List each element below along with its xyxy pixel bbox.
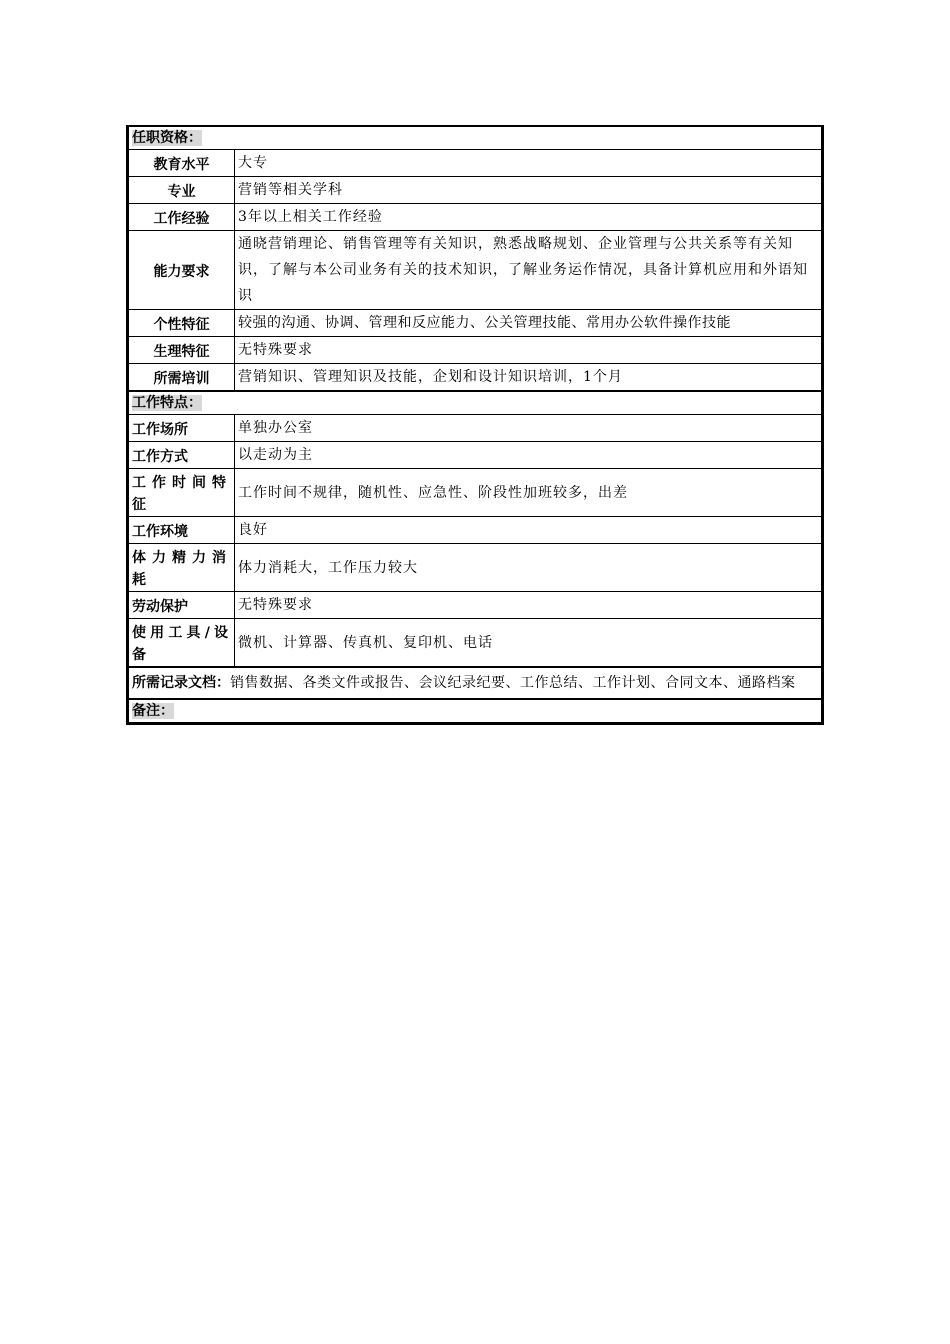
environment-label: 工作环境 <box>129 517 235 544</box>
qualification-row-personality <box>129 310 822 337</box>
major-label: 专业 <box>129 177 235 204</box>
work-row-energy <box>129 544 822 592</box>
ability-value: 通晓营销理论、销售管理等有关知识，熟悉战略规划、企业管理与公共关系等有关知识，了解与本公司业务有关的技术知识，了解业务运作情况，具备计算机应用和外语知识 <box>235 231 822 310</box>
notes-row <box>129 699 822 723</box>
energy-value: 体力消耗大，工作压力较大 <box>235 544 822 592</box>
personality-value: 较强的沟通、协调、管理和反应能力、公关管理技能、常用办公软件操作技能 <box>235 310 822 337</box>
protection-value: 无特殊要求 <box>235 592 822 619</box>
location-label: 工作场所 <box>129 415 235 442</box>
work-header-label: 工作特点： <box>132 395 202 411</box>
work-section-header <box>129 391 822 415</box>
personality-label: 个性特征 <box>129 310 235 337</box>
qualification-row-ability <box>129 231 822 310</box>
physical-label: 生理特征 <box>129 337 235 364</box>
records-value: 销售数据、各类文件或报告、会议纪录纪要、工作总结、工作计划、合同文本、通路档案 <box>230 675 796 691</box>
qualification-section-header <box>129 127 822 150</box>
tools-value: 微机、计算器、传真机、复印机、电话 <box>235 619 822 668</box>
mode-label: 工作方式 <box>129 442 235 469</box>
work-row-environment <box>129 517 822 544</box>
qualification-row-training <box>129 364 822 392</box>
protection-label: 劳动保护 <box>129 592 235 619</box>
physical-value: 无特殊要求 <box>235 337 822 364</box>
hours-value: 工作时间不规律，随机性、应急性、阶段性加班较多，出差 <box>235 469 822 517</box>
training-label: 所需培训 <box>129 364 235 392</box>
major-value: 营销等相关学科 <box>235 177 822 204</box>
mode-value: 以走动为主 <box>235 442 822 469</box>
education-value: 大专 <box>235 150 822 177</box>
job-description-table <box>126 125 824 725</box>
qualification-row-major <box>129 177 822 204</box>
work-row-hours <box>129 469 822 517</box>
notes-header-label: 备注： <box>132 703 174 719</box>
qualification-header-label: 任职资格： <box>132 130 202 146</box>
records-row <box>129 667 822 699</box>
records-label: 所需记录文档： <box>132 675 230 691</box>
environment-value: 良好 <box>235 517 822 544</box>
records-block <box>132 670 818 696</box>
qualification-row-education <box>129 150 822 177</box>
qualification-row-physical <box>129 337 822 364</box>
tools-label: 使用工具/设备 <box>129 619 235 668</box>
location-value: 单独办公室 <box>235 415 822 442</box>
hours-label: 工作时间特征 <box>129 469 235 517</box>
ability-label: 能力要求 <box>129 231 235 310</box>
experience-label: 工作经验 <box>129 204 235 231</box>
work-row-location <box>129 415 822 442</box>
education-label: 教育水平 <box>129 150 235 177</box>
energy-label: 体力精力消耗 <box>129 544 235 592</box>
experience-value: 3年以上相关工作经验 <box>235 204 822 231</box>
qualification-row-experience <box>129 204 822 231</box>
training-value: 营销知识、管理知识及技能，企划和设计知识培训，1个月 <box>235 364 822 392</box>
work-row-protection <box>129 592 822 619</box>
work-row-tools <box>129 619 822 668</box>
work-row-mode <box>129 442 822 469</box>
